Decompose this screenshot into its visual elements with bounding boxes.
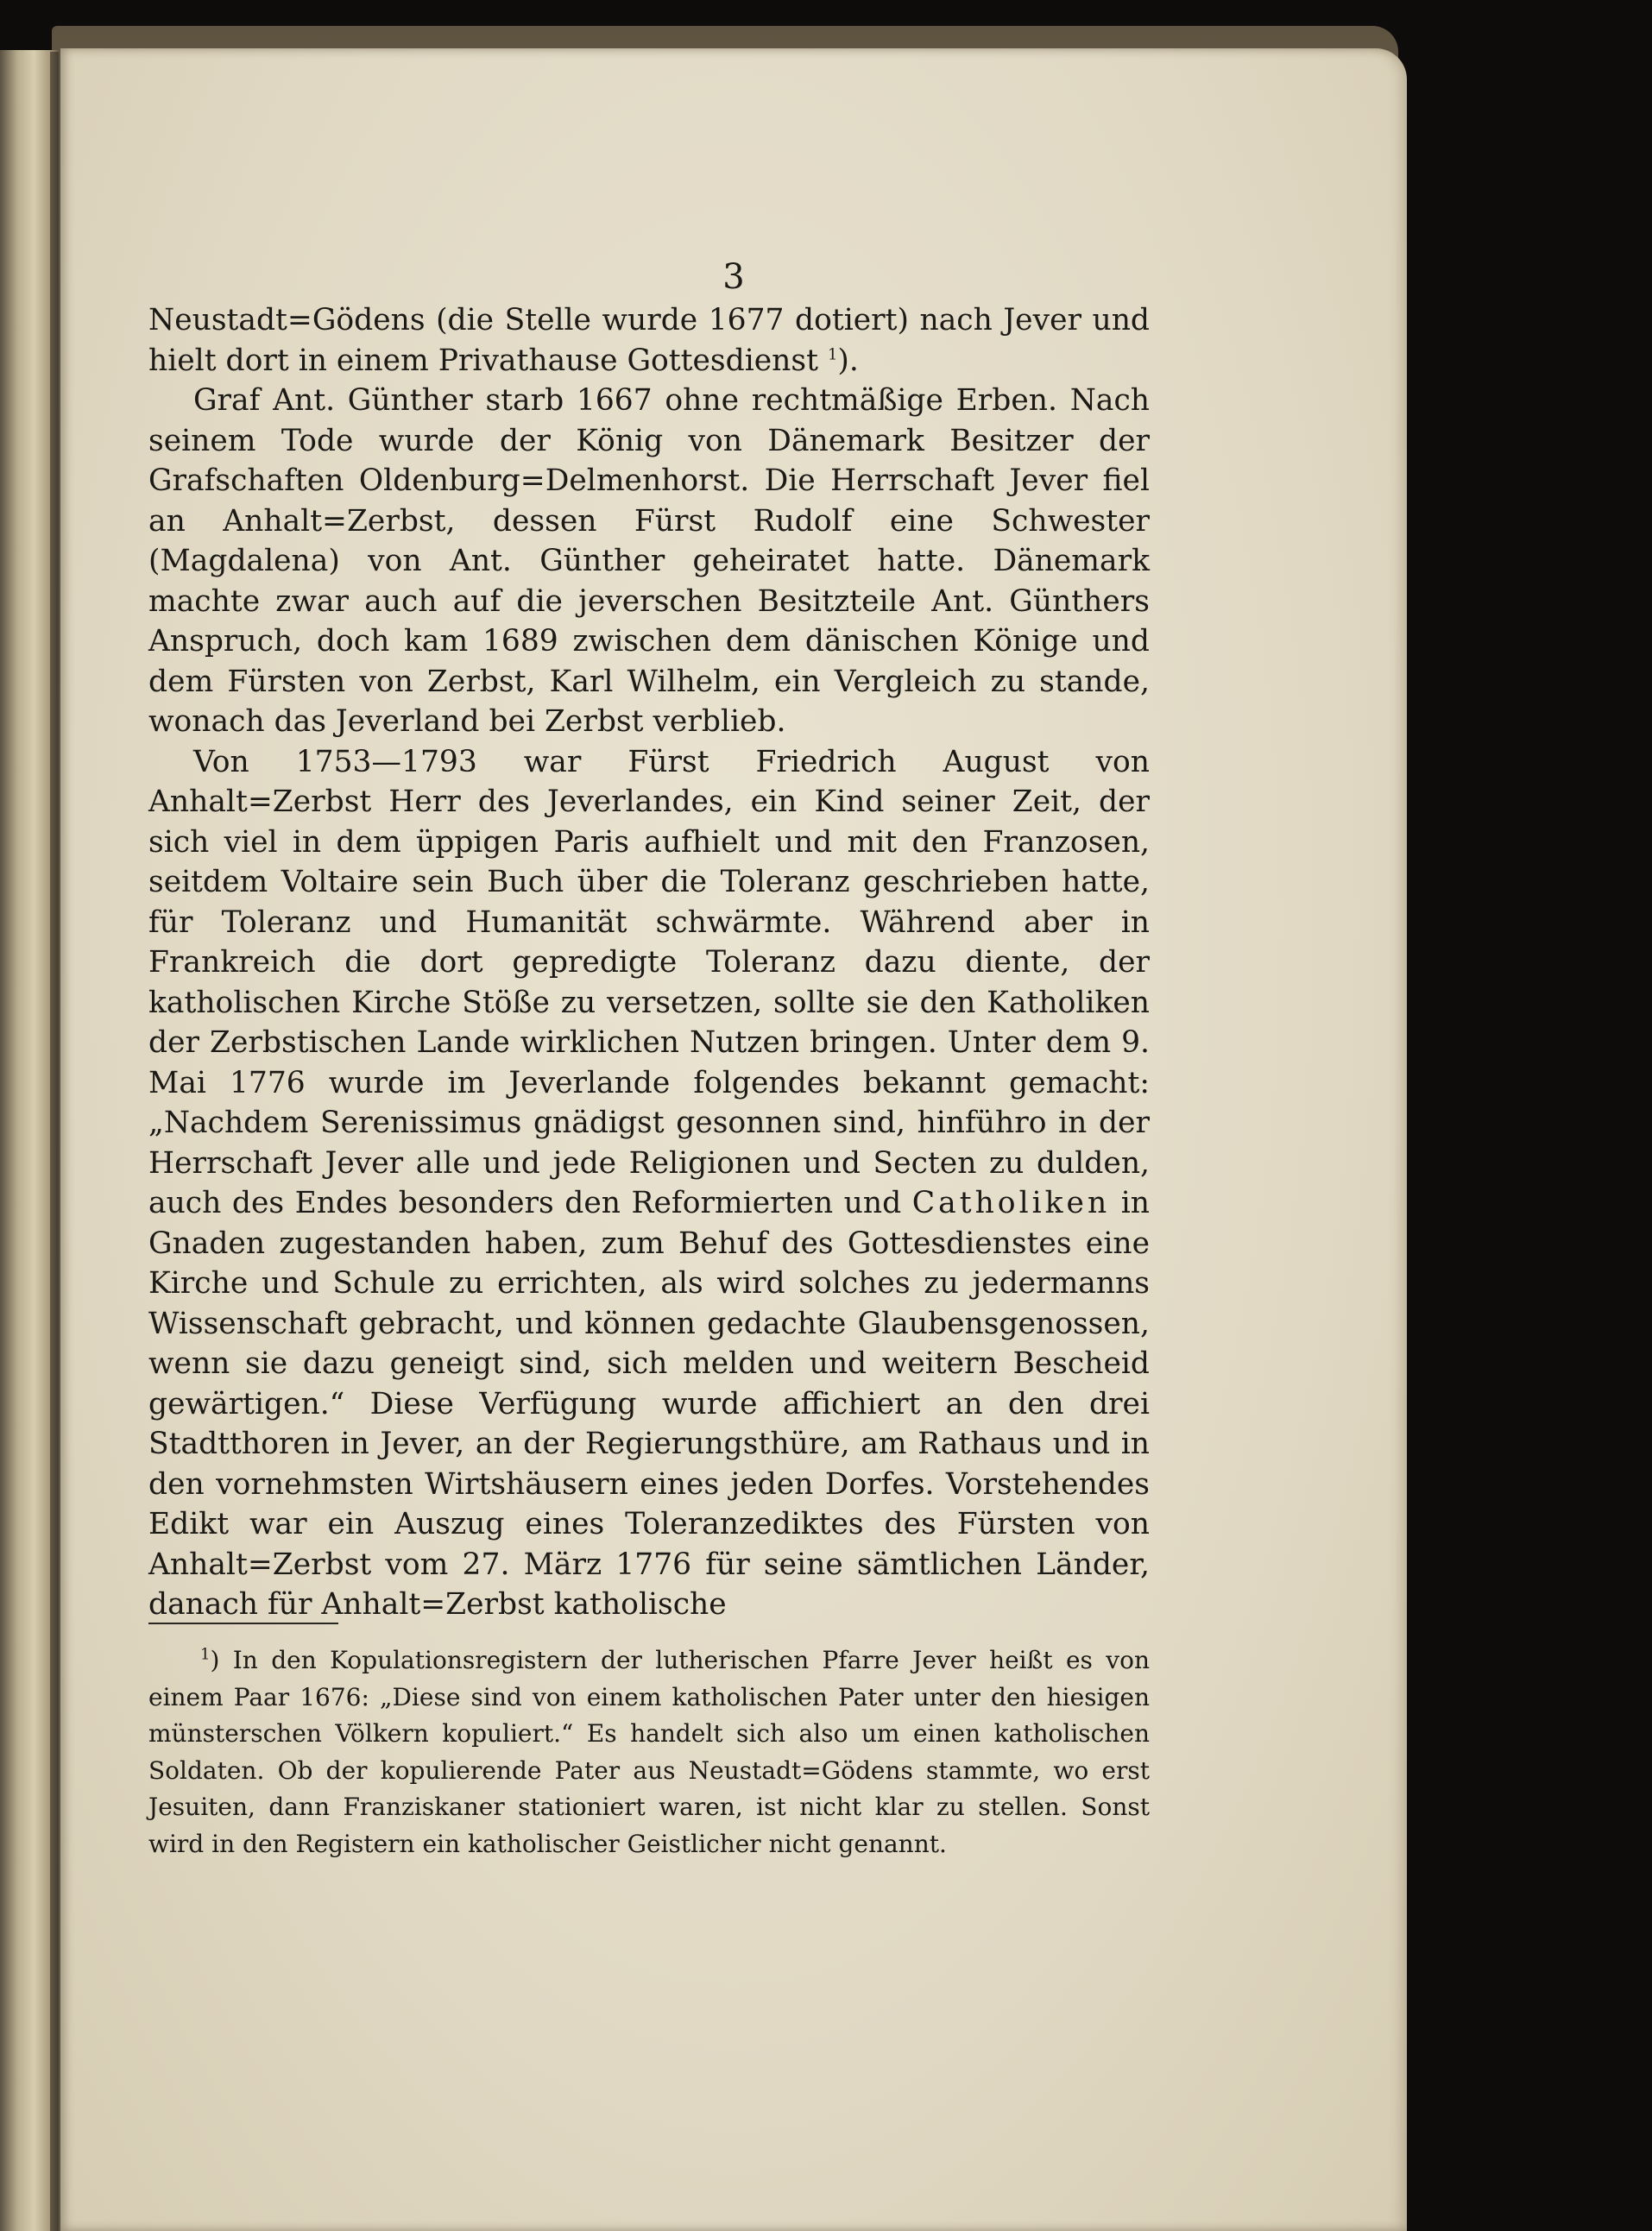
footnote-reference: 1 <box>827 345 838 363</box>
footnote-divider <box>148 1623 338 1624</box>
footnote-text: ) In den Kopulationsregistern der lutherischen Pfarre Jever heißt es von einem Paar 1676: „Diese sind von einem katholischen Pater unter den hiesigen münsterschen Völkern kopuliert.“ Es handelt sich also um einen katholischen Soldaten. Ob der kopulierende Pater aus Neustadt=Gödens stammte, wo erst Jesuiten, dann Franziskaner stationiert waren, ist nicht klar zu stellen. Sonst wird in den Registern ein katholischer Geistlicher nicht genannt. <box>148 1646 1150 1858</box>
paragraph-3 <box>148 742 1150 1625</box>
footnote-marker: 1 <box>200 1645 211 1664</box>
body-text <box>148 300 1150 1625</box>
paragraph-3-text-before: Von 1753—1793 war Fürst Friedrich August von Anhalt=Zerbst Herr des Jeverlandes, ein Kind seiner Zeit, der sich viel in dem üppigen Paris aufhielt und mit den Franzosen, seitdem Voltaire sein Buch über die Toleranz geschrieben hatte, für Toleranz und Humanität schwärmte. Während aber in Frankreich die dort gepredigte Toleranz dazu diente, der katholischen Kirche Stöße zu versetzen, sollte sie den Katholiken der Zerbstischen Lande wirklichen Nutzen bringen. Unter dem 9. Mai 1776 wurde im Jeverlande folgendes bekannt gemacht: „Nachdem Serenissimus gnädigst gesonnen sind, hinführo in der Herrschaft Jever alle und jede Religionen und Secten zu dulden, auch des Endes besonders den Reformierten und <box>148 744 1150 1220</box>
background-right <box>1416 0 1652 2231</box>
spaced-word: Catholiken <box>911 1186 1111 1220</box>
spine-shadow <box>50 52 59 2231</box>
paragraph-2: Graf Ant. Günther starb 1667 ohne rechtmäßige Erben. Nach seinem Tode wurde der König von Dänemark Besitzer der Grafschaften Oldenburg=Delmenhorst. Die Herrschaft Jever fiel an Anhalt=Zerbst, dessen Fürst Rudolf eine Schwester (Magdalena) von Ant. Günther geheiratet hatte. Dänemark machte zwar auch auf die jeverschen Besitzteile Ant. Günthers Anspruch, doch kam 1689 zwischen dem dänischen Könige und dem Fürsten von Zerbst, Karl Wilhelm, ein Vergleich zu stande, wonach das Jeverland bei Zerbst verblieb. <box>148 383 1150 739</box>
paragraph-3-text-after: in Gnaden zugestanden haben, zum Behuf des Gottesdienstes eine Kirche und Schule zu errichten, als wird solches zu jedermanns Wissenschaft gebracht, und können gedachte Glaubensgenossen, wenn sie dazu geneigt sind, sich melden und weitern Bescheid gewärtigen.“ Diese Verfügung wurde affichiert an den drei Stadtthoren in Jever, an der Regierungsthüre, am Rathaus und in den vornehmsten Wirtshäusern eines jeden Dorfes. Vorstehendes Edikt war ein Auszug eines Toleranzediktes des Fürsten von Anhalt=Zerbst vom 27. März 1776 für seine sämtlichen Länder, danach für Anhalt=Zerbst katholische <box>148 1186 1151 1622</box>
paragraph-1-text: Neustadt=Gödens (die Stelle wurde 1677 dotiert) nach Jever und hielt dort in einem Privathause Gottesdienst <box>148 303 1150 378</box>
paragraph-1-tail: ). <box>837 343 859 378</box>
page-number: 3 <box>722 257 745 297</box>
footnote <box>148 1642 1150 1862</box>
paragraph-1 <box>148 300 1150 381</box>
